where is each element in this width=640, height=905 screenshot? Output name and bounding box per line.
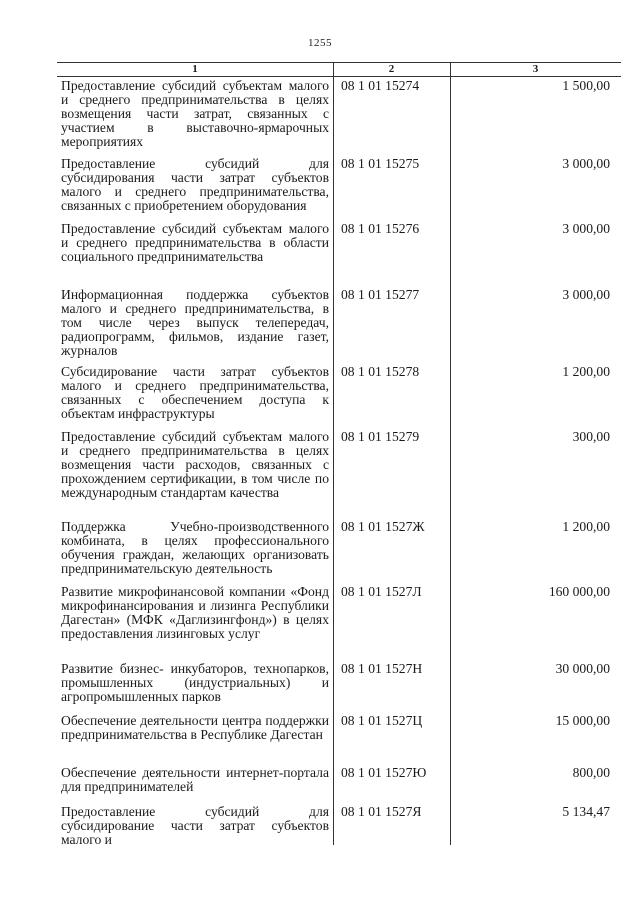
row-description: Обеспечение деятельности центра поддержки предпринимательства в Республике Дагестан [61,713,329,742]
row-code: 08 1 01 1527Я [341,804,422,819]
row-amount: 800,00 [572,765,610,780]
row-code: 08 1 01 15278 [341,364,420,379]
table-row [57,766,621,794]
page-number: 1255 [308,37,332,49]
row-code: 08 1 01 15277 [341,287,420,302]
table-row [57,222,621,264]
row-amount: 3 000,00 [562,287,610,302]
row-amount: 5 134,47 [562,804,610,819]
row-description: Субсидирование части затрат субъектов малого и среднего предпринимательства, связанных с обеспечением доступа к объектам инфраструктуры [61,364,329,421]
header-col-3: 3 [532,63,539,75]
table-row [57,714,621,742]
row-code: 08 1 01 15275 [341,156,420,171]
row-code: 08 1 01 1527Ц [341,713,423,728]
row-code: 08 1 01 15279 [341,429,420,444]
table-row [57,805,621,847]
row-code: 08 1 01 1527Ю [341,765,427,780]
row-code: 08 1 01 15274 [341,78,420,93]
row-description: Предоставление субсидий субъектам малого и среднего предпринимательства в целях возмещения части затрат, связанных с участием в выставочно-ярмарочных мероприятиях [61,78,329,149]
table-row [57,157,621,213]
row-description: Предоставление субсидий субъектам малого и среднего предпринимательства в области социального предпринимательства [61,221,329,264]
header-col-2: 2 [388,63,395,75]
row-description: Предоставление субсидий для субсидирование части затрат субъектов малого и [61,804,329,847]
table-header [57,63,621,77]
row-amount: 1 200,00 [562,364,610,379]
row-description: Развитие микрофинансовой компании «Фонд микрофинансирования и лизинга Республики Дагестан» (МФК «Даглизингфонд») в целях предоставления лизинговых услуг [61,584,329,641]
row-amount: 15 000,00 [555,713,610,728]
table-row [57,365,621,421]
row-amount: 1 500,00 [562,78,610,93]
row-code: 08 1 01 1527Ж [341,519,425,534]
row-description: Поддержка Учебно-производственного комбината, в целях профессионального обучения граждан, желающих организовать предпринимательскую деятельность [61,519,329,576]
row-code: 08 1 01 1527Л [341,584,422,599]
table-row [57,662,621,704]
table-row [57,585,621,641]
row-amount: 30 000,00 [555,661,610,676]
table-row [57,520,621,576]
row-amount: 160 000,00 [548,584,610,599]
row-code: 08 1 01 15276 [341,221,420,236]
row-amount: 3 000,00 [562,221,610,236]
row-code: 08 1 01 1527Н [341,661,423,676]
row-description: Развитие бизнес- инкубаторов, технопарков, промышленных (индустриальных) и агропромышленных парков [61,661,329,704]
header-col-1: 1 [192,63,198,75]
table-row [57,288,621,358]
budget-table [57,62,621,847]
row-description: Информационная поддержка субъектов малого и среднего предпринимательства, в том числе через выпуск телепередач, радиопрограмм, фильмов, издание газет, журналов [61,287,329,358]
row-amount: 3 000,00 [562,156,610,171]
row-description: Предоставление субсидий для субсидирования части затрат субъектов малого и среднего предпринимательства, связанных с приобретением оборудования [61,156,329,213]
table-row [57,430,621,500]
row-description: Обеспечение деятельности интернет-портала для предпринимателей [61,765,329,794]
row-amount: 300,00 [572,429,610,444]
row-description: Предоставление субсидий субъектам малого и среднего предпринимательства в целях возмещения части расходов, связанных с прохождением сертификации, в том числе по международным стандартам качества [61,429,329,500]
table-row [57,79,621,149]
row-amount: 1 200,00 [562,519,610,534]
